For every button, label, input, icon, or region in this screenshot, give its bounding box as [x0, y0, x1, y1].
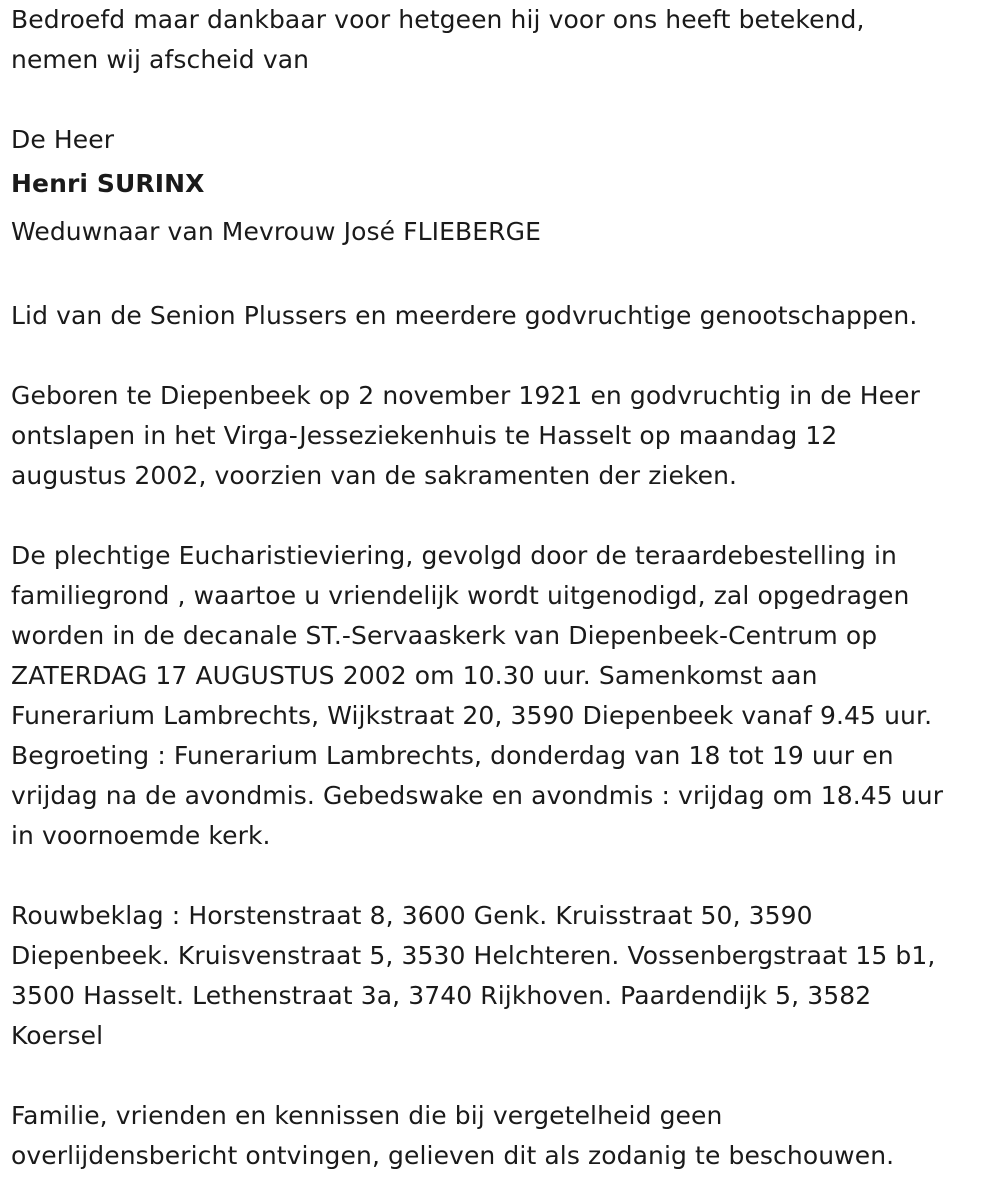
membership-line: Lid van de Senion Plussers en meerdere godvruchtige genootschappen. [11, 301, 918, 330]
deceased-name: Henri SURINX [11, 169, 205, 198]
paragraph-line: Koersel [11, 1021, 104, 1050]
paragraph-line: ZATERDAG 17 AUGUSTUS 2002 om 10.30 uur. Samenkomst aan [11, 661, 818, 690]
paragraph-line: familiegrond , waartoe u vriendelijk wordt uitgenodigd, zal opgedragen [11, 581, 910, 610]
paragraph-line: De plechtige Eucharistieviering, gevolgd door de teraardebestelling in [11, 541, 897, 570]
paragraph-line: ontslapen in het Virga-Jesseziekenhuis te Hasselt op maandag 12 [11, 421, 838, 450]
paragraph-line: Rouwbeklag : Horstenstraat 8, 3600 Genk. Kruisstraat 50, 3590 [11, 901, 813, 930]
mourning-addresses-paragraph [11, 896, 996, 1056]
intro-line-1: Bedroefd maar dankbaar voor hetgeen hij voor ons heeft betekend, [11, 5, 865, 34]
paragraph-line: vrijdag na de avondmis. Gebedswake en avondmis : vrijdag om 18.45 uur [11, 781, 944, 810]
paragraph-line: Familie, vrienden en kennissen die bij vergetelheid geen [11, 1101, 723, 1130]
spouse-line: Weduwnaar van Mevrouw José FLIEBERGE [11, 217, 542, 246]
paragraph-line: Begroeting : Funerarium Lambrechts, donderdag van 18 tot 19 uur en [11, 741, 894, 770]
closing-paragraph [11, 1096, 996, 1176]
ceremony-paragraph [11, 536, 996, 856]
birth-death-paragraph [11, 376, 996, 496]
paragraph-line: worden in de decanale ST.-Servaaskerk van Diepenbeek-Centrum op [11, 621, 878, 650]
paragraph-line: Funerarium Lambrechts, Wijkstraat 20, 3590 Diepenbeek vanaf 9.45 uur. [11, 701, 933, 730]
intro-line-2: nemen wij afscheid van [11, 45, 310, 74]
deceased-title: De Heer [11, 125, 115, 154]
paragraph-line: augustus 2002, voorzien van de sakramenten der zieken. [11, 461, 738, 490]
paragraph-line: Geboren te Diepenbeek op 2 november 1921 en godvruchtig in de Heer [11, 381, 921, 410]
death-notice [11, 0, 996, 1176]
paragraph-line: in voornoemde kerk. [11, 821, 271, 850]
paragraph-line: overlijdensbericht ontvingen, gelieven dit als zodanig te beschouwen. [11, 1141, 895, 1170]
paragraph-line: 3500 Hasselt. Lethenstraat 3a, 3740 Rijkhoven. Paardendijk 5, 3582 [11, 981, 872, 1010]
paragraph-line: Diepenbeek. Kruisvenstraat 5, 3530 Helchteren. Vossenbergstraat 15 b1, [11, 941, 936, 970]
